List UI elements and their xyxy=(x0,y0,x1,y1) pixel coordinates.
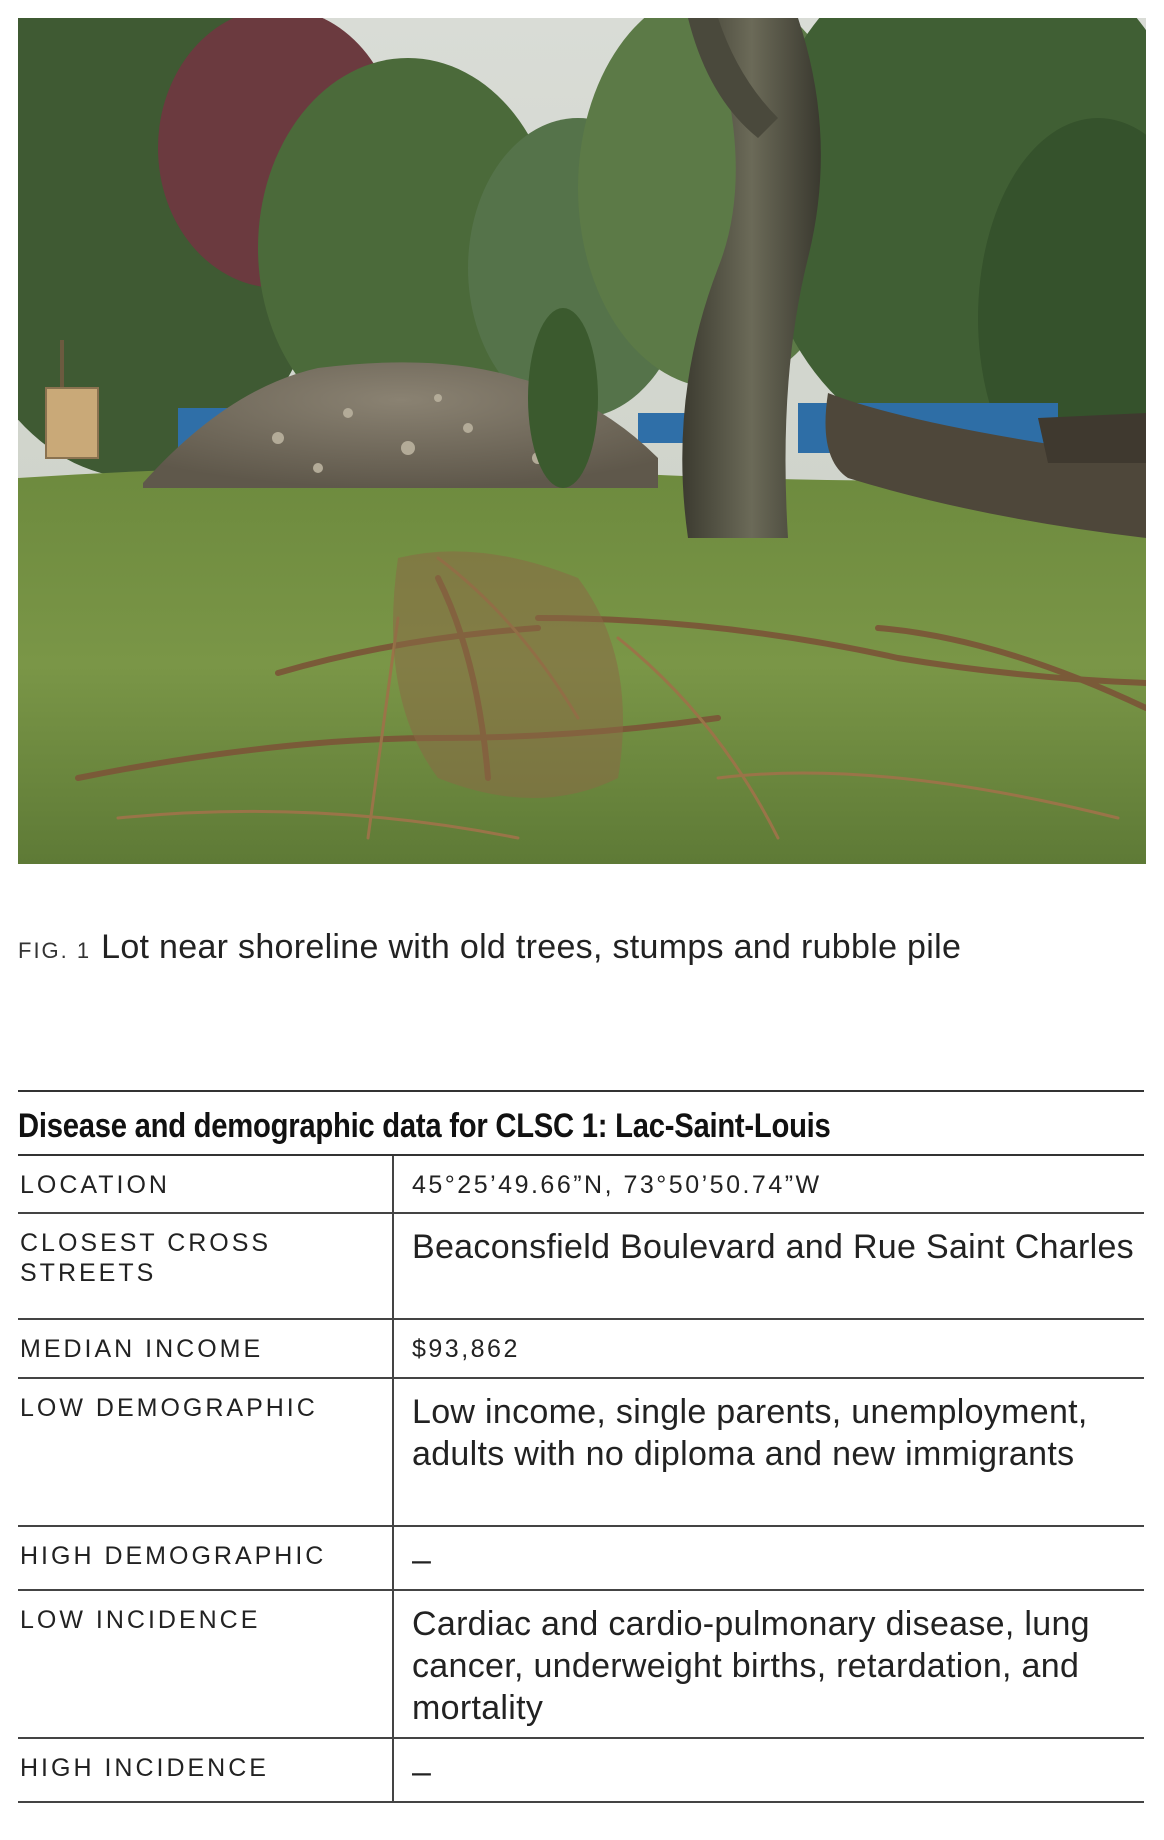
row-value: $93,862 xyxy=(412,1335,520,1363)
row-label: HIGH DEMOGRAPHIC xyxy=(18,1527,394,1589)
table-row xyxy=(18,1156,1144,1214)
row-label: HIGH INCIDENCE xyxy=(18,1739,394,1801)
row-label: MEDIAN INCOME xyxy=(18,1320,394,1377)
table-row xyxy=(18,1739,1144,1803)
row-label: CLOSEST CROSS STREETS xyxy=(18,1214,394,1318)
table-row xyxy=(18,1320,1144,1379)
row-label: LOW DEMOGRAPHIC xyxy=(18,1379,394,1525)
table-title xyxy=(18,1090,1144,1156)
row-label: LOCATION xyxy=(18,1156,394,1212)
row-label: LOW INCIDENCE xyxy=(18,1591,394,1737)
lot-photo xyxy=(18,18,1146,864)
row-value: Beaconsfield Boulevard and Rue Saint Charles xyxy=(412,1228,1134,1266)
table-row xyxy=(18,1214,1144,1320)
table-title-text: Disease and demographic data for CLSC 1: Lac-Saint-Louis xyxy=(18,1107,831,1145)
table-row xyxy=(18,1591,1144,1739)
row-value: Low income, single parents, unemployment, adults with no diploma and new immigrants xyxy=(412,1393,1088,1473)
figure-caption xyxy=(18,925,1146,973)
data-table xyxy=(18,1090,1144,1803)
table-row xyxy=(18,1379,1144,1527)
table-row xyxy=(18,1527,1144,1591)
row-value: – xyxy=(412,1753,432,1791)
figure-label: FIG. 1 xyxy=(18,938,92,963)
row-value: – xyxy=(412,1541,432,1579)
row-value: 45°25’49.66”N, 73°50’50.74”W xyxy=(412,1171,822,1199)
figure-caption-text: Lot near shoreline with old trees, stumps and rubble pile xyxy=(101,928,962,966)
row-value: Cardiac and cardio-pulmonary disease, lung cancer, underweight births, retardation, and mortality xyxy=(412,1605,1090,1727)
